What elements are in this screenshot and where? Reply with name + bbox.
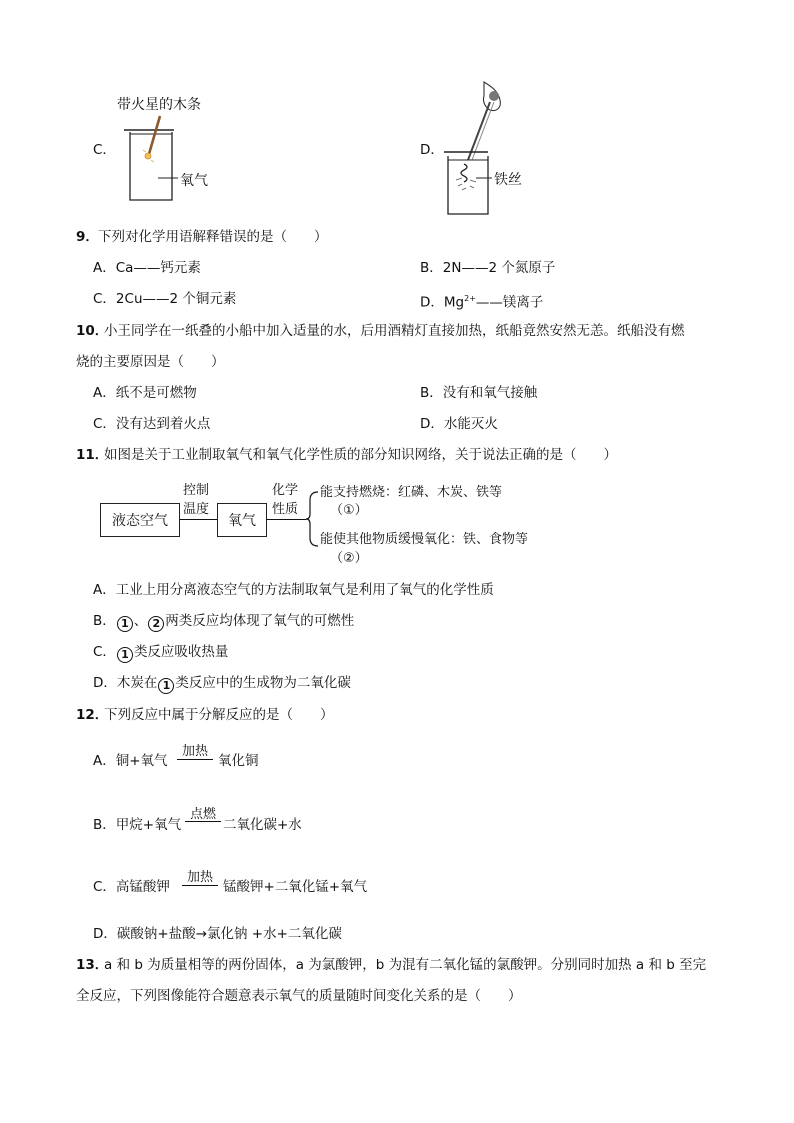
- question-number: 10．: [76, 323, 109, 339]
- option-text-prefix: D．木炭在: [93, 675, 158, 691]
- option-c[interactable]: C．没有达到着火点: [93, 416, 211, 432]
- connector-line: [179, 519, 217, 520]
- question-number: 13．: [76, 957, 109, 973]
- option-a[interactable]: A．工业上用分离液态空气的方法制取氧气是利用了氧气的化学性质: [93, 582, 494, 598]
- products: 二氧化碳+水: [223, 817, 302, 833]
- node-liquid-air: 液态空气: [100, 503, 180, 537]
- circled-number: 1: [158, 678, 174, 694]
- figure-label: 氧气: [180, 173, 208, 189]
- branch-slow-oxidation: 能使其他物质缓慢氧化：铁、食物等: [320, 532, 529, 547]
- figure-label: 带火星的木条: [117, 97, 201, 113]
- edge-label-top: 控制: [183, 483, 210, 498]
- option-d[interactable]: [93, 674, 351, 694]
- option-d-prefix: D．Mg: [420, 294, 465, 311]
- reaction-condition: 加热: [181, 744, 208, 759]
- option-c[interactable]: C．2Cu——2 个铜元素: [93, 291, 237, 307]
- reaction-condition: 点燃: [189, 807, 216, 822]
- option-letter: C．: [93, 644, 116, 660]
- question-stem: 下列反应中属于分解反应的是（ ）: [104, 707, 334, 723]
- reaction-line: [177, 759, 213, 760]
- option-b[interactable]: [93, 612, 354, 632]
- branch-note: （②）: [330, 551, 368, 566]
- reactants: B．甲烷+氧气: [93, 817, 182, 833]
- circled-number: 1: [117, 616, 133, 632]
- option-d[interactable]: [420, 290, 543, 312]
- brace-icon: [304, 490, 320, 548]
- figure-label: 铁丝: [494, 172, 522, 188]
- question-stem: a 和 b 为质量相等的两份固体，a 为氯酸钾，b 为混有二氧化锰的氯酸钾。分别同时加热 a 和 b 至完: [104, 957, 707, 973]
- option-c[interactable]: [93, 643, 228, 663]
- option-text: 类反应吸收热量: [133, 644, 229, 660]
- question-stem: 小王同学在一纸叠的小船中加入适量的水，后用酒精灯直接加热，纸船竟然安然无恙。纸船没有燃: [104, 323, 685, 339]
- products: 氧化铜: [218, 753, 259, 769]
- reaction-line: [182, 885, 218, 886]
- branch-note: （①）: [330, 503, 368, 518]
- reaction-condition: 加热: [186, 870, 213, 885]
- option-d-suffix: ——镁离子: [475, 294, 544, 311]
- option-a[interactable]: A．纸不是可燃物: [93, 385, 197, 401]
- option-text: 类反应中的生成物为二氧化碳: [175, 675, 351, 691]
- option-d[interactable]: D．水能灭火: [420, 416, 498, 432]
- question-stem-cont: 烧的主要原因是（ ）: [76, 354, 225, 370]
- products: 锰酸钾+二氧化锰+氧气: [223, 879, 368, 895]
- option-letter: C．: [93, 142, 116, 158]
- question-stem: 下列对化学用语解释错误的是（ ）: [98, 229, 328, 245]
- option-text: 两类反应均体现了氧气的可燃性: [165, 613, 355, 629]
- charge-superscript: 2+: [464, 294, 476, 303]
- option-a[interactable]: A．Ca——钙元素: [93, 260, 201, 276]
- question-stem-cont: 全反应，下列图像能符合题意表示氧气的质量随时间变化关系的是（ ）: [76, 988, 522, 1004]
- option-letter: D．: [420, 142, 444, 158]
- question-number: 12．: [76, 707, 109, 723]
- option-d[interactable]: D．碳酸钠+盐酸→氯化钠 +水+二氧化碳: [93, 926, 342, 942]
- question-number: 11．: [76, 447, 109, 463]
- circled-number: 1: [117, 647, 133, 663]
- branch-combustion: 能支持燃烧：红磷、木炭、铁等: [320, 485, 503, 500]
- edge-label-top: 化学: [272, 483, 299, 498]
- iron-wire-jar-figure: [440, 78, 510, 218]
- option-letter: B．: [93, 613, 116, 629]
- edge-label-bottom: 性质: [272, 502, 299, 517]
- reaction-line: [185, 821, 221, 822]
- edge-label-bottom: 温度: [183, 502, 210, 517]
- question-stem: 如图是关于工业制取氧气和氧气化学性质的部分知识网络，关于说法正确的是（ ）: [104, 447, 617, 463]
- connector-line: [266, 519, 306, 520]
- node-oxygen: 氧气: [217, 503, 267, 537]
- option-b[interactable]: B．没有和氧气接触: [420, 385, 538, 401]
- question-number: 9．: [76, 229, 99, 245]
- separator: 、: [133, 613, 148, 629]
- circled-number: 2: [148, 616, 164, 632]
- option-b[interactable]: B．2N——2 个氮原子: [420, 260, 556, 276]
- reactants: C．高锰酸钾: [93, 879, 170, 895]
- reactants: A．铜+氧气: [93, 753, 168, 769]
- gas-jar-splint-figure: [120, 114, 190, 206]
